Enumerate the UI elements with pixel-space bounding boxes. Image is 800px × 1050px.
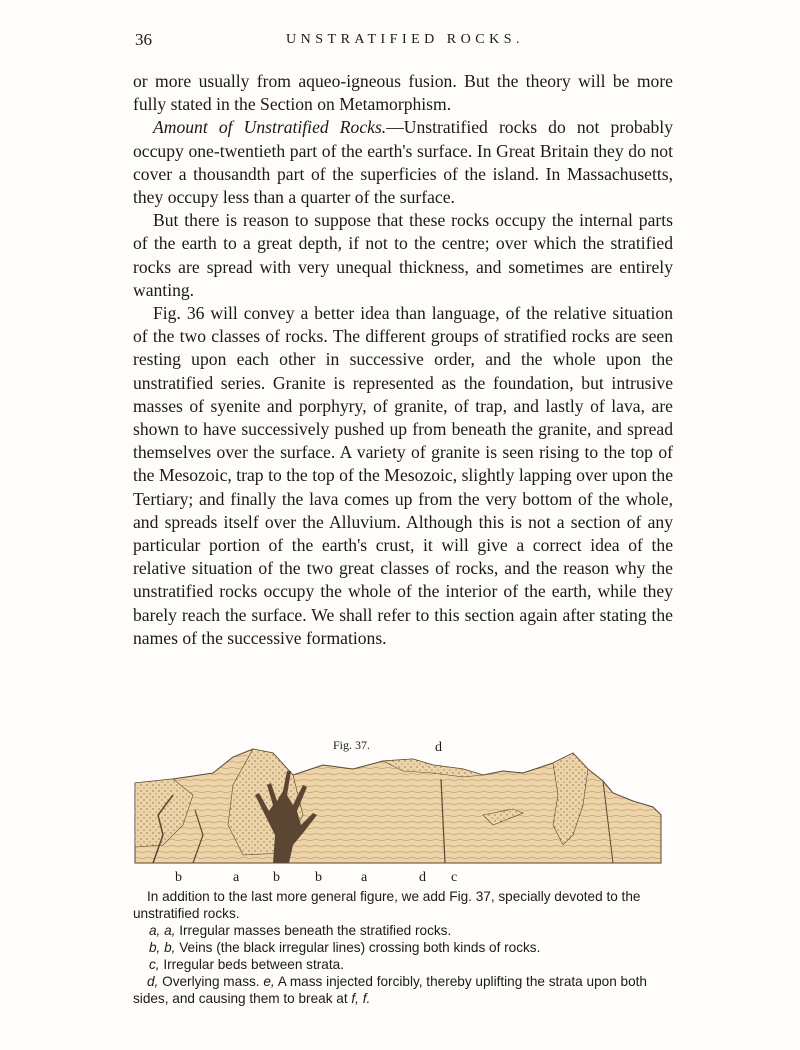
running-title: UNSTRATIFIED ROCKS.	[286, 32, 524, 47]
caption-text-a: Irregular masses beneath the stratified rocks.	[175, 923, 452, 938]
label-b-2: b	[273, 870, 280, 885]
paragraph-2	[133, 116, 673, 209]
caption-line-c	[133, 956, 673, 973]
figure-title: Fig. 37.	[333, 738, 371, 752]
caption-key-a: a, a,	[149, 923, 176, 938]
caption-key-d: d,	[147, 974, 159, 989]
caption-end-f: f, f.	[351, 991, 371, 1006]
label-c: c	[451, 870, 458, 885]
figure-top-label-d: d	[435, 740, 442, 755]
label-b-1: b	[175, 870, 182, 885]
label-a-2: a	[361, 870, 368, 885]
figure-caption	[133, 888, 673, 1007]
caption-text-c: Irregular beds between strata.	[159, 957, 344, 972]
caption-line-b	[133, 939, 673, 956]
body-text	[133, 70, 673, 650]
paragraph-1: or more usually from aqueo-igneous fusion. But the theory will be more fully stated in the Section on Metamorphism.	[133, 71, 673, 115]
caption-text-b: Veins (the black irregular lines) crossing both kinds of rocks.	[175, 940, 541, 955]
caption-line-de	[133, 973, 673, 1007]
page-header	[135, 30, 675, 56]
paragraph-2-text: —Unstratified rocks do not probably occupy one-twentieth part of the earth's surface. In Great Britain they do not cover a thousandth part of the superficies of the island. In Massachusetts, they occupy less than a quarter of the surface.	[133, 117, 673, 208]
caption-intro: In addition to the last more general figure, we add Fig. 37, specially devoted to the unstratified rocks.	[133, 889, 641, 921]
caption-key-b: b, b,	[149, 940, 176, 955]
caption-text-e: A mass injected forcibly, thereby uplifting the strata upon both sides, and causing them to break at	[133, 974, 647, 1006]
section-heading: Amount of Unstratified Rocks.	[153, 117, 387, 138]
caption-text-d: Overlying mass.	[158, 974, 260, 989]
geologic-section-illustration	[133, 735, 673, 885]
caption-line-a	[133, 922, 673, 939]
paragraph-4: Fig. 36 will convey a better idea than language, of the relative situation of the two classes of rocks. The different groups of stratified rocks are seen resting upon each other in successive order, and the whole upon the unstratified series. Granite is represented as the foundation, but intrusive masses of syenite and porphyry, of granite, of trap, and lastly of lava, are shown to have successively pushed up from beneath the granite, and spread themselves over the surface. A variety of granite is seen rising to the top of the Mesozoic, trap to the top of the Mesozoic, slightly lapping over upon the Tertiary; and finally the lava comes up from the very bottom of the whole, and spreads itself over the Alluvium. Although this is not a section of any particular portion of the earth's crust, it will give a correct idea of the relative situation of the two great classes of rocks, and the reason why the unstratified rocks occupy the whole of the interior of the earth, while they barely reach the surface. We shall refer to this section again after stating the names of the successive formations.	[133, 303, 673, 648]
label-b-3: b	[315, 870, 322, 885]
figure-37	[133, 735, 673, 885]
paragraph-3: But there is reason to suppose that these rocks occupy the internal parts of the earth to a great depth, if not to the centre; over which the stratified rocks are spread with very unequal thickness, and sometimes are entirely wanting.	[133, 210, 673, 300]
label-a-1: a	[233, 870, 240, 885]
caption-key-e: e,	[263, 974, 275, 989]
caption-key-c: c,	[149, 957, 160, 972]
page-number: 36	[135, 30, 152, 49]
label-d: d	[419, 870, 426, 885]
